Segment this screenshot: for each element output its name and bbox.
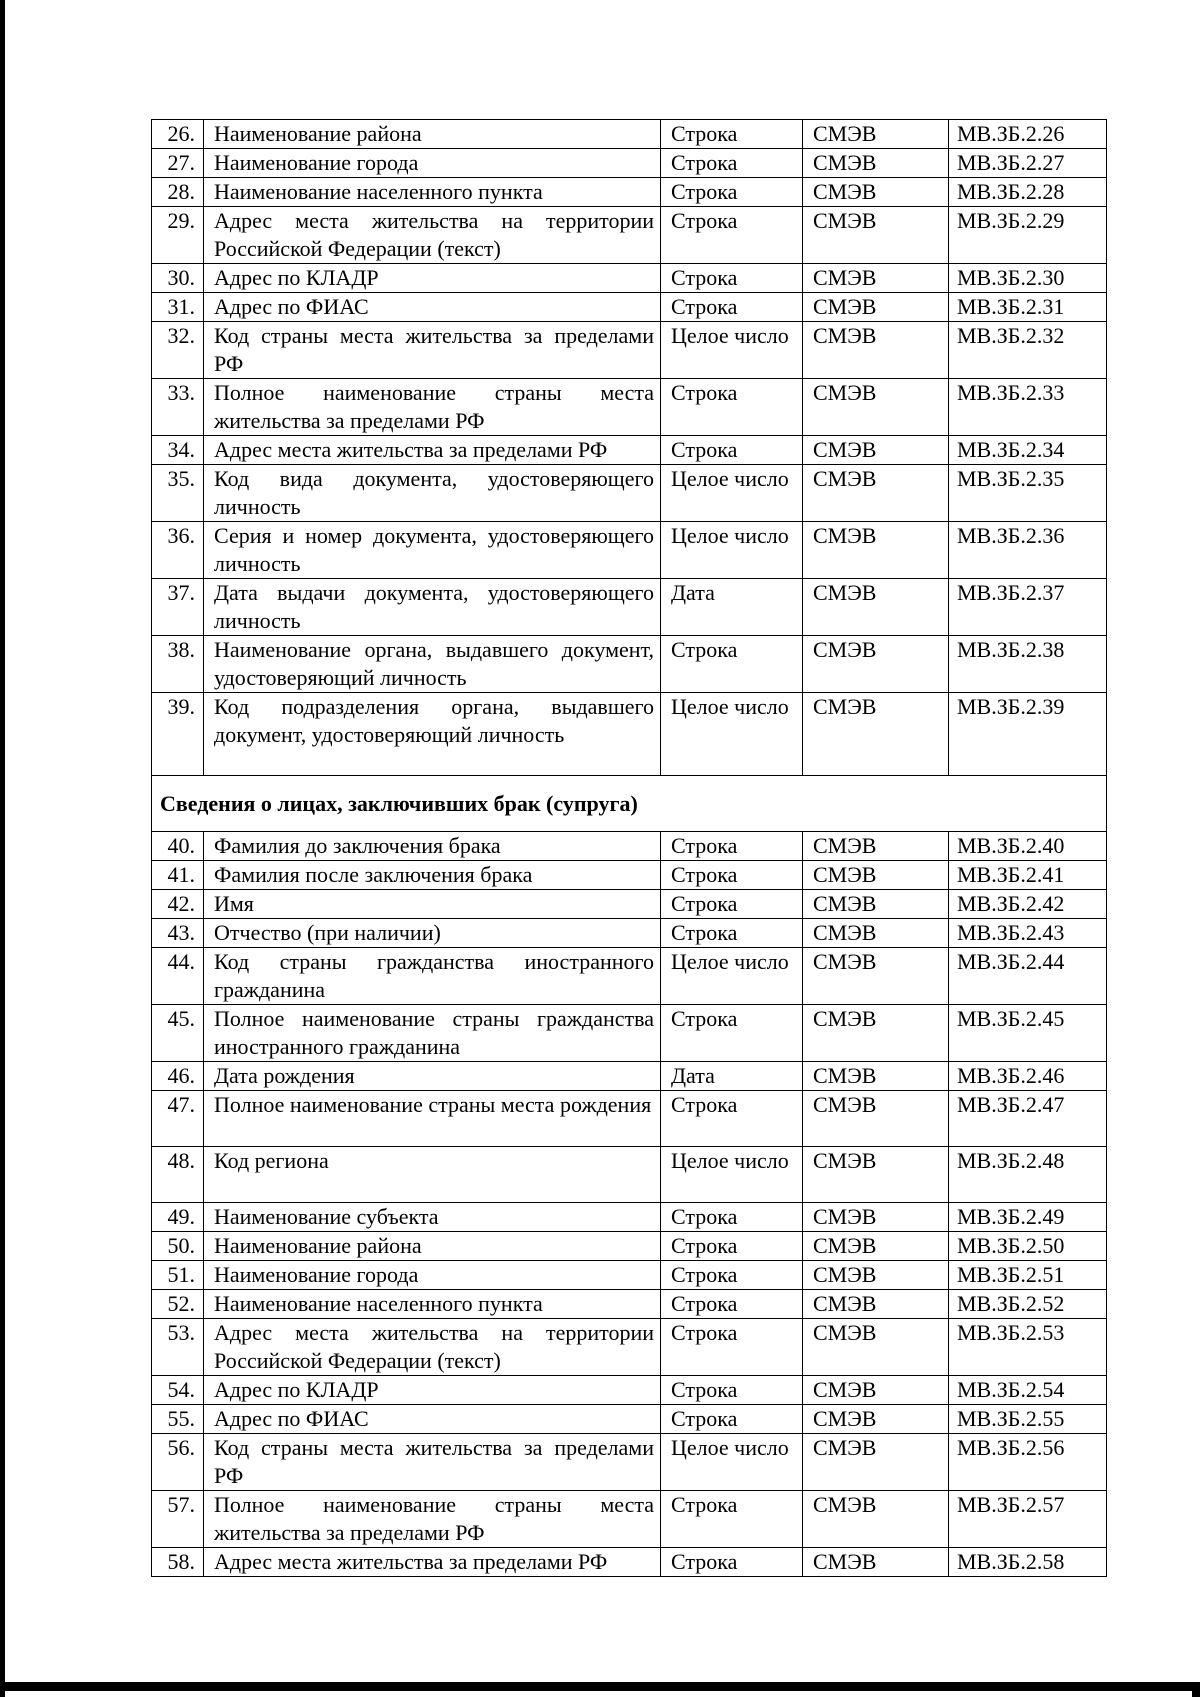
row-code: МВ.ЗБ.2.30 bbox=[949, 264, 1107, 293]
row-type: Строка bbox=[661, 436, 803, 465]
row-number: 48. bbox=[152, 1147, 204, 1203]
table-row bbox=[152, 861, 1107, 890]
row-code: МВ.ЗБ.2.57 bbox=[949, 1491, 1107, 1548]
row-number: 35. bbox=[152, 465, 204, 522]
row-number: 47. bbox=[152, 1091, 204, 1147]
table-row bbox=[152, 1290, 1107, 1319]
row-source: СМЭВ bbox=[803, 178, 949, 207]
row-type: Целое число bbox=[661, 948, 803, 1005]
row-number: 53. bbox=[152, 1319, 204, 1376]
table-row bbox=[152, 522, 1107, 579]
row-name: Наименование района bbox=[204, 120, 661, 149]
row-name: Адрес по КЛАДР bbox=[204, 1376, 661, 1405]
row-name: Дата выдачи документа, удостоверяющего личность bbox=[204, 579, 661, 636]
row-code: МВ.ЗБ.2.41 bbox=[949, 861, 1107, 890]
row-source: СМЭВ bbox=[803, 1203, 949, 1232]
row-source: СМЭВ bbox=[803, 1062, 949, 1091]
row-name: Наименование города bbox=[204, 149, 661, 178]
row-type: Строка bbox=[661, 1203, 803, 1232]
row-type: Строка bbox=[661, 1491, 803, 1548]
row-type: Строка bbox=[661, 919, 803, 948]
table-row bbox=[152, 1405, 1107, 1434]
row-type: Строка bbox=[661, 890, 803, 919]
row-source: СМЭВ bbox=[803, 1491, 949, 1548]
row-number: 57. bbox=[152, 1491, 204, 1548]
table-row bbox=[152, 1005, 1107, 1062]
row-number: 49. bbox=[152, 1203, 204, 1232]
row-number: 58. bbox=[152, 1548, 204, 1577]
row-name: Код подразделения органа, выдавшего документ, удостоверяющий личность bbox=[204, 693, 661, 776]
table-row bbox=[152, 293, 1107, 322]
row-type: Целое число bbox=[661, 693, 803, 776]
row-code: МВ.ЗБ.2.27 bbox=[949, 149, 1107, 178]
row-name: Дата рождения bbox=[204, 1062, 661, 1091]
row-name: Полное наименование страны места жительства за пределами РФ bbox=[204, 379, 661, 436]
row-source: СМЭВ bbox=[803, 322, 949, 379]
table-row bbox=[152, 178, 1107, 207]
row-code: МВ.ЗБ.2.33 bbox=[949, 379, 1107, 436]
row-number: 38. bbox=[152, 636, 204, 693]
table-row bbox=[152, 890, 1107, 919]
row-name: Отчество (при наличии) bbox=[204, 919, 661, 948]
row-name: Адрес по КЛАДР bbox=[204, 264, 661, 293]
table-row bbox=[152, 322, 1107, 379]
row-code: МВ.ЗБ.2.49 bbox=[949, 1203, 1107, 1232]
table-row bbox=[152, 207, 1107, 264]
row-number: 31. bbox=[152, 293, 204, 322]
row-code: МВ.ЗБ.2.46 bbox=[949, 1062, 1107, 1091]
row-code: МВ.ЗБ.2.50 bbox=[949, 1232, 1107, 1261]
row-number: 55. bbox=[152, 1405, 204, 1434]
table-row bbox=[152, 379, 1107, 436]
row-number: 50. bbox=[152, 1232, 204, 1261]
row-name: Серия и номер документа, удостоверяющего личность bbox=[204, 522, 661, 579]
row-number: 28. bbox=[152, 178, 204, 207]
row-number: 30. bbox=[152, 264, 204, 293]
row-number: 56. bbox=[152, 1434, 204, 1491]
row-type: Строка bbox=[661, 293, 803, 322]
row-code: МВ.ЗБ.2.36 bbox=[949, 522, 1107, 579]
row-type: Строка bbox=[661, 1376, 803, 1405]
row-source: СМЭВ bbox=[803, 436, 949, 465]
row-type: Дата bbox=[661, 579, 803, 636]
table-row bbox=[152, 1232, 1107, 1261]
row-source: СМЭВ bbox=[803, 1261, 949, 1290]
table-row bbox=[152, 919, 1107, 948]
row-type: Целое число bbox=[661, 1147, 803, 1203]
row-type: Строка bbox=[661, 379, 803, 436]
row-name: Код региона bbox=[204, 1147, 661, 1203]
row-source: СМЭВ bbox=[803, 379, 949, 436]
row-source: СМЭВ bbox=[803, 948, 949, 1005]
row-source: СМЭВ bbox=[803, 861, 949, 890]
row-code: МВ.ЗБ.2.43 bbox=[949, 919, 1107, 948]
table-row bbox=[152, 264, 1107, 293]
row-name: Наименование субъекта bbox=[204, 1203, 661, 1232]
row-source: СМЭВ bbox=[803, 207, 949, 264]
row-type: Строка bbox=[661, 207, 803, 264]
row-name: Полное наименование страны места рождения bbox=[204, 1091, 661, 1147]
row-code: МВ.ЗБ.2.53 bbox=[949, 1319, 1107, 1376]
row-type: Строка bbox=[661, 1091, 803, 1147]
scan-border-corner bbox=[1192, 1682, 1200, 1697]
row-type: Строка bbox=[661, 1232, 803, 1261]
row-name: Наименование населенного пункта bbox=[204, 1290, 661, 1319]
row-name: Фамилия до заключения брака bbox=[204, 832, 661, 861]
row-name: Полное наименование страны гражданства иностранного гражданина bbox=[204, 1005, 661, 1062]
row-number: 29. bbox=[152, 207, 204, 264]
row-type: Строка bbox=[661, 1548, 803, 1577]
table-row bbox=[152, 636, 1107, 693]
row-code: МВ.ЗБ.2.45 bbox=[949, 1005, 1107, 1062]
row-name: Адрес места жительства за пределами РФ bbox=[204, 1548, 661, 1577]
table-row bbox=[152, 693, 1107, 776]
row-source: СМЭВ bbox=[803, 1548, 949, 1577]
row-number: 26. bbox=[152, 120, 204, 149]
row-source: СМЭВ bbox=[803, 1005, 949, 1062]
table-row bbox=[152, 1491, 1107, 1548]
row-code: МВ.ЗБ.2.37 bbox=[949, 579, 1107, 636]
row-source: СМЭВ bbox=[803, 636, 949, 693]
row-code: МВ.ЗБ.2.38 bbox=[949, 636, 1107, 693]
row-type: Строка bbox=[661, 149, 803, 178]
row-number: 52. bbox=[152, 1290, 204, 1319]
row-type: Строка bbox=[661, 1319, 803, 1376]
section-title: Сведения о лицах, заключивших брак (супруга) bbox=[152, 776, 1107, 832]
table-row bbox=[152, 948, 1107, 1005]
row-name: Фамилия после заключения брака bbox=[204, 861, 661, 890]
row-name: Код страны места жительства за пределами РФ bbox=[204, 1434, 661, 1491]
table-row bbox=[152, 1203, 1107, 1232]
row-number: 54. bbox=[152, 1376, 204, 1405]
row-type: Строка bbox=[661, 1405, 803, 1434]
table-row bbox=[152, 1548, 1107, 1577]
row-type: Целое число bbox=[661, 1434, 803, 1491]
row-source: СМЭВ bbox=[803, 919, 949, 948]
row-number: 33. bbox=[152, 379, 204, 436]
row-number: 39. bbox=[152, 693, 204, 776]
row-name: Адрес места жительства на территории Российской Федерации (текст) bbox=[204, 1319, 661, 1376]
row-number: 37. bbox=[152, 579, 204, 636]
table-row bbox=[152, 1376, 1107, 1405]
row-source: СМЭВ bbox=[803, 1319, 949, 1376]
row-code: МВ.ЗБ.2.34 bbox=[949, 436, 1107, 465]
row-number: 42. bbox=[152, 890, 204, 919]
row-code: МВ.ЗБ.2.47 bbox=[949, 1091, 1107, 1147]
row-name: Адрес места жительства на территории Российской Федерации (текст) bbox=[204, 207, 661, 264]
row-code: МВ.ЗБ.2.48 bbox=[949, 1147, 1107, 1203]
row-source: СМЭВ bbox=[803, 149, 949, 178]
row-name: Наименование населенного пункта bbox=[204, 178, 661, 207]
row-source: СМЭВ bbox=[803, 1405, 949, 1434]
table-row bbox=[152, 579, 1107, 636]
scan-border-bottom bbox=[0, 1682, 1200, 1691]
row-code: МВ.ЗБ.2.35 bbox=[949, 465, 1107, 522]
row-source: СМЭВ bbox=[803, 1147, 949, 1203]
row-code: МВ.ЗБ.2.31 bbox=[949, 293, 1107, 322]
row-source: СМЭВ bbox=[803, 1232, 949, 1261]
row-type: Строка bbox=[661, 120, 803, 149]
attributes-table bbox=[151, 119, 1107, 1577]
table-row bbox=[152, 120, 1107, 149]
table-row bbox=[152, 149, 1107, 178]
row-name: Адрес по ФИАС bbox=[204, 293, 661, 322]
row-name: Наименование района bbox=[204, 1232, 661, 1261]
table-row bbox=[152, 1434, 1107, 1491]
row-code: МВ.ЗБ.2.51 bbox=[949, 1261, 1107, 1290]
row-code: МВ.ЗБ.2.39 bbox=[949, 693, 1107, 776]
section-header-row bbox=[152, 776, 1107, 832]
row-code: МВ.ЗБ.2.52 bbox=[949, 1290, 1107, 1319]
table-row bbox=[152, 436, 1107, 465]
row-number: 32. bbox=[152, 322, 204, 379]
row-number: 40. bbox=[152, 832, 204, 861]
row-code: МВ.ЗБ.2.29 bbox=[949, 207, 1107, 264]
row-code: МВ.ЗБ.2.54 bbox=[949, 1376, 1107, 1405]
row-code: МВ.ЗБ.2.55 bbox=[949, 1405, 1107, 1434]
row-source: СМЭВ bbox=[803, 1091, 949, 1147]
row-number: 46. bbox=[152, 1062, 204, 1091]
row-number: 51. bbox=[152, 1261, 204, 1290]
row-number: 43. bbox=[152, 919, 204, 948]
table-row bbox=[152, 1261, 1107, 1290]
row-source: СМЭВ bbox=[803, 579, 949, 636]
row-name: Код вида документа, удостоверяющего личность bbox=[204, 465, 661, 522]
row-type: Строка bbox=[661, 178, 803, 207]
row-type: Целое число bbox=[661, 465, 803, 522]
table-row bbox=[152, 1091, 1107, 1147]
row-type: Строка bbox=[661, 861, 803, 890]
row-source: СМЭВ bbox=[803, 1376, 949, 1405]
table-row bbox=[152, 1062, 1107, 1091]
row-number: 34. bbox=[152, 436, 204, 465]
row-code: МВ.ЗБ.2.42 bbox=[949, 890, 1107, 919]
row-type: Строка bbox=[661, 1290, 803, 1319]
row-type: Строка bbox=[661, 264, 803, 293]
row-name: Код страны места жительства за пределами РФ bbox=[204, 322, 661, 379]
table-row bbox=[152, 465, 1107, 522]
row-code: МВ.ЗБ.2.32 bbox=[949, 322, 1107, 379]
row-name: Адрес по ФИАС bbox=[204, 1405, 661, 1434]
row-number: 45. bbox=[152, 1005, 204, 1062]
table-row bbox=[152, 832, 1107, 861]
row-source: СМЭВ bbox=[803, 120, 949, 149]
row-name: Адрес места жительства за пределами РФ bbox=[204, 436, 661, 465]
row-name: Код страны гражданства иностранного гражданина bbox=[204, 948, 661, 1005]
row-type: Целое число bbox=[661, 322, 803, 379]
row-number: 27. bbox=[152, 149, 204, 178]
row-source: СМЭВ bbox=[803, 264, 949, 293]
row-type: Целое число bbox=[661, 522, 803, 579]
row-number: 36. bbox=[152, 522, 204, 579]
row-number: 44. bbox=[152, 948, 204, 1005]
row-code: МВ.ЗБ.2.56 bbox=[949, 1434, 1107, 1491]
row-type: Дата bbox=[661, 1062, 803, 1091]
row-code: МВ.ЗБ.2.58 bbox=[949, 1548, 1107, 1577]
row-source: СМЭВ bbox=[803, 693, 949, 776]
row-code: МВ.ЗБ.2.28 bbox=[949, 178, 1107, 207]
row-source: СМЭВ bbox=[803, 293, 949, 322]
row-code: МВ.ЗБ.2.40 bbox=[949, 832, 1107, 861]
row-name: Наименование города bbox=[204, 1261, 661, 1290]
scan-border-left bbox=[0, 0, 5, 1697]
row-source: СМЭВ bbox=[803, 1434, 949, 1491]
row-code: МВ.ЗБ.2.44 bbox=[949, 948, 1107, 1005]
table-row bbox=[152, 1319, 1107, 1376]
row-number: 41. bbox=[152, 861, 204, 890]
row-type: Строка bbox=[661, 1005, 803, 1062]
row-source: СМЭВ bbox=[803, 465, 949, 522]
row-source: СМЭВ bbox=[803, 890, 949, 919]
row-code: МВ.ЗБ.2.26 bbox=[949, 120, 1107, 149]
row-name: Полное наименование страны места жительства за пределами РФ bbox=[204, 1491, 661, 1548]
row-name: Наименование органа, выдавшего документ, удостоверяющий личность bbox=[204, 636, 661, 693]
row-type: Строка bbox=[661, 636, 803, 693]
row-source: СМЭВ bbox=[803, 522, 949, 579]
row-source: СМЭВ bbox=[803, 832, 949, 861]
table-row bbox=[152, 1147, 1107, 1203]
row-name: Имя bbox=[204, 890, 661, 919]
row-type: Строка bbox=[661, 832, 803, 861]
row-type: Строка bbox=[661, 1261, 803, 1290]
row-source: СМЭВ bbox=[803, 1290, 949, 1319]
